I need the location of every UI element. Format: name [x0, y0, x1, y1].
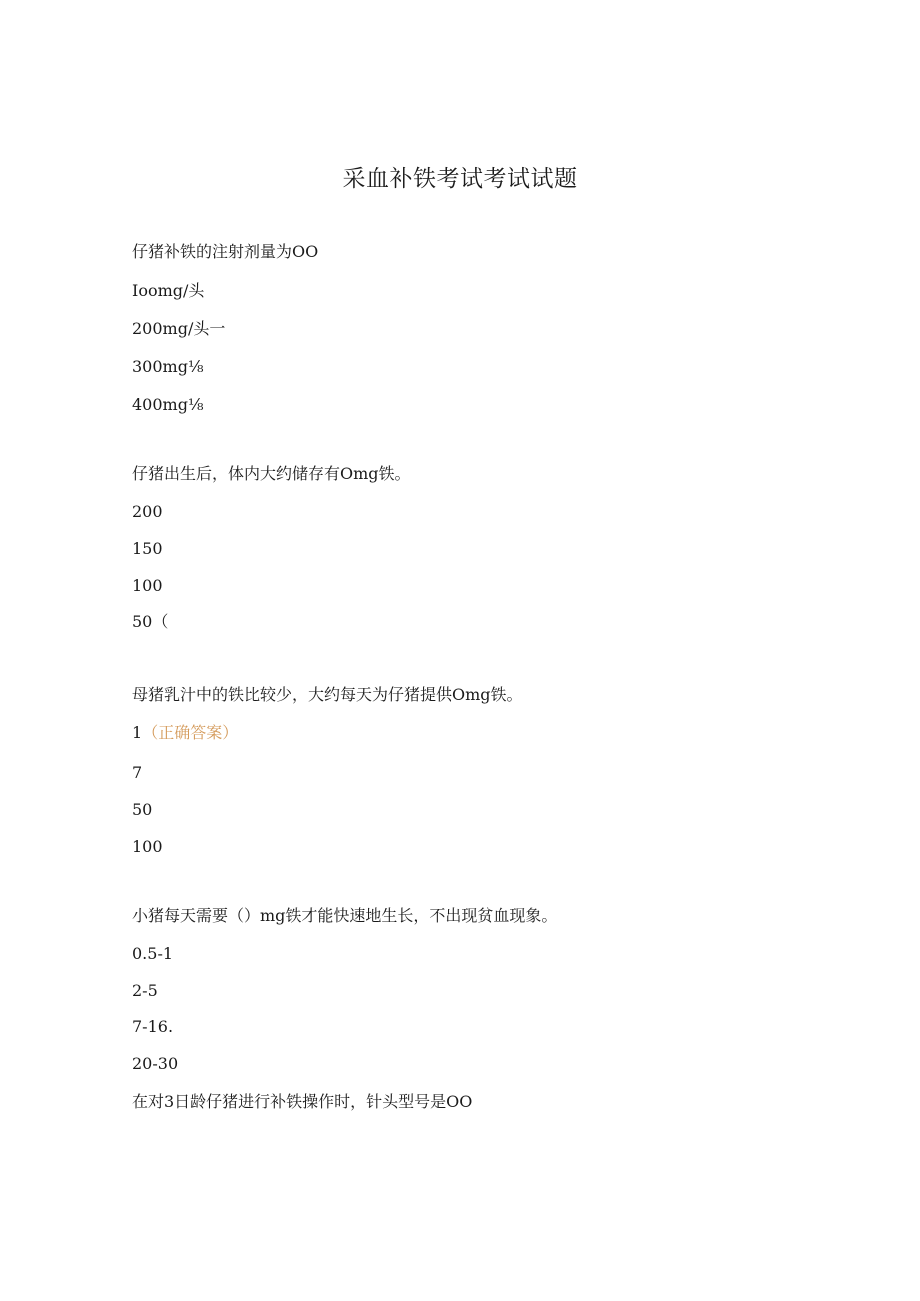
question-3-option-a-value: 1 — [132, 723, 143, 742]
question-1-option-b: 200mg∕头一 — [132, 319, 226, 338]
question-4-option-d: 20-30 — [132, 1054, 179, 1073]
question-4-option-a: 0.5-1 — [132, 944, 174, 963]
question-2-option-a: 200 — [132, 502, 163, 521]
question-1-option-a: Ioomg/头 — [132, 281, 205, 300]
question-2-stem: 仔猪出生后，体内大约储存有Omg铁。 — [132, 464, 411, 483]
question-4-stem: 小猪每天需要（）mg铁才能快速地生长，不出现贫血现象。 — [132, 906, 558, 925]
question-4-option-c: 7-16. — [132, 1017, 174, 1036]
question-2-option-c: 100 — [132, 576, 163, 595]
question-3-stem: 母猪乳汁中的铁比较少，大约每天为仔猪提供Omg铁。 — [132, 685, 523, 704]
question-3-option-b: 7 — [132, 763, 143, 782]
question-4-option-b: 2-5 — [132, 981, 158, 1000]
question-3-option-d: 100 — [132, 837, 163, 856]
question-1-option-d: 400mg⅛ — [132, 395, 204, 414]
page-title: 采血补铁考试考试试题 — [342, 166, 578, 192]
question-1-option-c: 300mg⅛ — [132, 357, 204, 376]
question-2-option-d: 50（ — [132, 612, 169, 631]
question-1-stem: 仔猪补铁的注射剂量为OO — [132, 242, 319, 261]
question-3-option-a — [132, 722, 238, 744]
correct-answer-note: （正确答案） — [142, 723, 239, 742]
question-2-option-b: 150 — [132, 539, 163, 558]
question-5-stem: 在对3日龄仔猪进行补铁操作时，针头型号是OO — [132, 1092, 473, 1111]
question-3-option-c: 50 — [132, 800, 153, 819]
